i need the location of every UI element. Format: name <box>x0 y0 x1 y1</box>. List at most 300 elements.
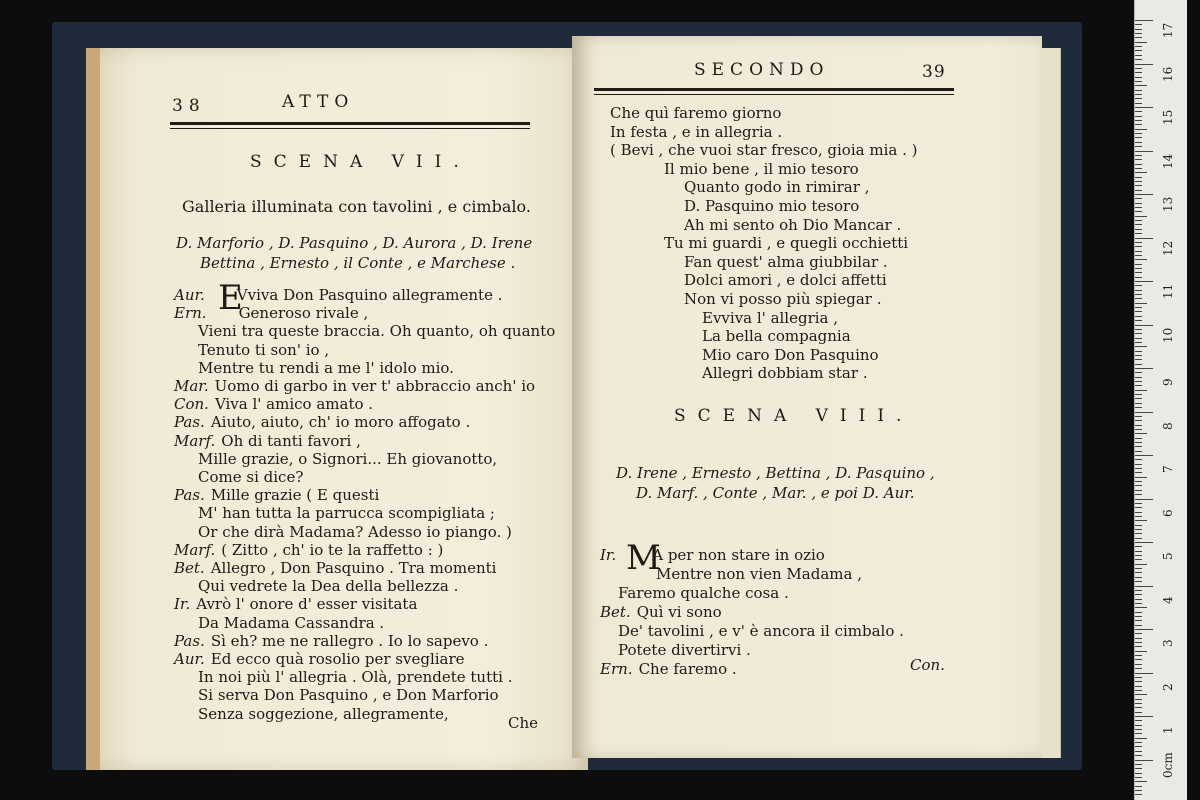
dialogue-line <box>618 584 789 602</box>
ruler-tick <box>1135 681 1142 682</box>
scene-title: SCENA VII. <box>250 152 471 172</box>
ruler-tick <box>1135 703 1142 704</box>
catchword: Con. <box>910 656 945 674</box>
ruler-tick <box>1135 468 1142 469</box>
ruler-tick <box>1135 251 1142 252</box>
characters-line: D. Marforio , D. Pasquino , D. Aurora , D. Irene <box>176 234 533 252</box>
ruler-tick <box>1135 625 1142 626</box>
speaker-label: Marf. <box>174 431 216 450</box>
speaker-label: Marf. <box>174 540 216 559</box>
ruler-tick <box>1135 520 1147 521</box>
dialogue-text: De' tavolini , e v' è ancora il cimbalo . <box>618 622 904 640</box>
dialogue-text: Generoso rivale , <box>238 304 369 323</box>
dialogue-line <box>174 377 535 395</box>
dialogue-line <box>618 641 751 659</box>
ruler-tick <box>1135 320 1142 321</box>
dialogue-text: Mille grazie ( E questi <box>210 486 380 505</box>
dialogue-text: Potete divertirvi . <box>618 641 751 659</box>
ruler-tick <box>1135 229 1142 230</box>
ruler-tick <box>1135 760 1153 761</box>
ruler-tick <box>1135 133 1142 134</box>
ruler-tick <box>1135 351 1142 352</box>
ruler-tick <box>1135 338 1142 339</box>
ruler-tick <box>1135 777 1142 778</box>
ruler-tick <box>1135 464 1142 465</box>
dialogue-text: Viva l' amico amato . <box>214 395 374 414</box>
ruler-tick <box>1135 64 1153 65</box>
ruler-tick <box>1135 177 1142 178</box>
ruler-tick <box>1135 255 1142 256</box>
ruler-tick <box>1135 659 1142 660</box>
ruler-tick <box>1135 481 1142 482</box>
ruler-tick <box>1135 725 1142 726</box>
ruler-tick <box>1135 172 1147 173</box>
dialogue-line <box>198 341 329 359</box>
ruler-tick <box>1135 707 1142 708</box>
ruler-tick <box>1135 98 1142 99</box>
ruler-tick <box>1135 420 1142 421</box>
ruler-tick <box>1135 211 1142 212</box>
ruler-tick <box>1135 786 1142 787</box>
page-number: 39 <box>922 62 946 82</box>
ruler-tick <box>1135 294 1142 295</box>
ruler-tick <box>1135 790 1142 791</box>
ruler-tick <box>1135 55 1142 56</box>
ruler-tick <box>1135 190 1142 191</box>
dialogue-line <box>656 565 862 583</box>
ruler-tick <box>1135 198 1142 199</box>
ruler-tick <box>1135 590 1142 591</box>
ruler-tick <box>1135 68 1142 69</box>
ruler-tick <box>1135 372 1142 373</box>
ruler-tick <box>1135 246 1142 247</box>
ruler-tick <box>1135 564 1147 565</box>
catchword: Che <box>508 714 539 732</box>
ruler-tick <box>1135 264 1142 265</box>
verse-line: Che quì faremo giorno <box>610 104 782 122</box>
verse-line: Allegri dobbiam star . <box>702 364 868 383</box>
verse-line: Il mio bene , il mio tesoro <box>664 159 859 178</box>
header-rule-thin <box>170 128 530 129</box>
drop-capital: E <box>218 278 243 318</box>
dialogue-line <box>174 650 465 668</box>
dialogue-line <box>198 668 512 686</box>
ruler-tick <box>1135 285 1142 286</box>
open-book <box>72 30 1062 772</box>
ruler-tick <box>1135 755 1142 756</box>
speaker-label: Ir. <box>600 546 617 564</box>
dialogue-line <box>174 632 488 650</box>
ruler-tick <box>1135 477 1147 478</box>
ruler-tick <box>1135 355 1142 356</box>
ruler-tick <box>1135 664 1142 665</box>
verse-line: La bella compagnia <box>702 327 851 346</box>
ruler-tick <box>1135 281 1153 282</box>
ruler-tick <box>1135 446 1142 447</box>
ruler-tick <box>1135 673 1153 674</box>
ruler-tick <box>1135 620 1142 621</box>
ruler-tick <box>1135 690 1142 691</box>
ruler-number: 17 <box>1161 22 1175 38</box>
ruler-number: 0cm <box>1161 751 1175 778</box>
ruler-tick <box>1135 272 1142 273</box>
ruler-tick <box>1135 346 1147 347</box>
left-page <box>86 48 588 770</box>
dialogue-text: Oh di tanti favori , <box>221 431 361 450</box>
speaker-label: Aur. <box>174 650 205 668</box>
dialogue-line <box>174 413 470 431</box>
speaker-label: Pas. <box>174 631 205 650</box>
ruler-tick <box>1135 533 1142 534</box>
speaker-label: Pas. <box>174 413 205 432</box>
ruler-tick <box>1135 729 1142 730</box>
dialogue-text: A per non stare in ozio <box>652 546 825 564</box>
ruler-tick <box>1135 733 1142 734</box>
ruler-tick <box>1135 455 1153 456</box>
ruler-number: 9 <box>1161 378 1175 386</box>
characters-line: D. Irene , Ernesto , Bettina , D. Pasquino , <box>616 464 935 482</box>
dialogue-text: Da Madama Cassandra . <box>198 613 385 632</box>
speaker-label: Aur. <box>174 286 205 304</box>
ruler-tick <box>1135 59 1142 60</box>
ruler-tick <box>1135 581 1142 582</box>
ruler-tick <box>1135 459 1142 460</box>
ruler-tick <box>1135 412 1153 413</box>
ruler-tick <box>1135 742 1142 743</box>
ruler-tick <box>1135 311 1142 312</box>
dialogue-text: Mille grazie, o Signori... Eh giovanotto, <box>198 449 498 468</box>
ruler-tick <box>1135 607 1147 608</box>
ruler-tick <box>1135 638 1142 639</box>
ruler-tick <box>1135 329 1142 330</box>
ruler-tick <box>1135 342 1142 343</box>
ruler-tick <box>1135 238 1153 239</box>
ruler-tick <box>1135 507 1142 508</box>
ruler-tick <box>1135 359 1142 360</box>
ruler-tick <box>1135 716 1153 717</box>
ruler-tick <box>1135 107 1153 108</box>
ruler-tick <box>1135 629 1153 630</box>
stage-direction: Galleria illuminata con tavolini , e cimbalo. <box>182 197 531 216</box>
ruler-tick <box>1135 720 1142 721</box>
dialogue-line <box>198 614 384 632</box>
ruler-tick <box>1135 333 1142 334</box>
running-head: SECONDO <box>694 60 830 80</box>
ruler-tick <box>1135 525 1142 526</box>
ruler-tick <box>1135 155 1142 156</box>
speaker-label: Mar. <box>174 377 209 395</box>
dialogue-text: Vviva Don Pasquino allegramente . <box>236 286 503 304</box>
ruler-tick <box>1135 259 1147 260</box>
ruler-tick <box>1135 50 1142 51</box>
ruler-tick <box>1135 746 1142 747</box>
verse-line: D. Pasquino mio tesoro <box>684 197 860 215</box>
ruler-tick <box>1135 503 1142 504</box>
dialogue-line <box>198 577 458 595</box>
ruler-number: 15 <box>1161 109 1175 125</box>
dialogue-text: Mentre non vien Madama , <box>656 565 862 583</box>
dialogue-line <box>174 541 443 559</box>
ruler-tick <box>1135 377 1142 378</box>
ruler-tick <box>1135 316 1142 317</box>
header-rule <box>170 122 530 125</box>
ruler-tick <box>1135 555 1142 556</box>
dialogue-text: Che faremo . <box>638 660 737 678</box>
dialogue-line <box>600 546 825 564</box>
ruler-tick <box>1135 655 1142 656</box>
ruler-tick <box>1135 242 1142 243</box>
dialogue-line <box>198 705 449 723</box>
ruler-tick <box>1135 398 1142 399</box>
ruler-tick <box>1135 159 1142 160</box>
ruler-tick <box>1135 220 1142 221</box>
ruler-number: 5 <box>1161 552 1175 560</box>
ruler-tick <box>1135 686 1142 687</box>
ruler-tick <box>1135 794 1142 795</box>
ruler-tick <box>1135 290 1142 291</box>
ruler-tick <box>1135 103 1142 104</box>
ruler-tick <box>1135 568 1142 569</box>
ruler-tick <box>1135 268 1142 269</box>
header-rule-thin <box>594 94 954 95</box>
ruler-tick <box>1135 642 1142 643</box>
characters-line: Bettina , Ernesto , il Conte , e Marchese . <box>200 254 516 272</box>
ruler-tick <box>1135 185 1142 186</box>
verse-line: Evviva l' allegria , <box>702 308 839 327</box>
dialogue-line <box>174 559 496 577</box>
ruler-tick <box>1135 72 1142 73</box>
measurement-ruler <box>1134 0 1187 800</box>
ruler-number: 12 <box>1161 240 1175 256</box>
verse-line: Ah mi sento oh Dio Mancar . <box>684 215 902 234</box>
ruler-tick <box>1135 712 1142 713</box>
ruler-number: 16 <box>1161 66 1175 82</box>
ruler-number: 1 <box>1161 726 1175 734</box>
verse-line: Tu mi guardi , e quegli occhietti <box>664 234 909 253</box>
speaker-label: Bet. <box>600 603 631 621</box>
ruler-tick <box>1135 764 1142 765</box>
ruler-tick <box>1135 142 1142 143</box>
ruler-tick <box>1135 529 1142 530</box>
dialogue-text: Qui vedrete la Dea della bellezza . <box>198 577 459 596</box>
ruler-tick <box>1135 451 1142 452</box>
dialogue-text: Allegro , Don Pasquino . Tra momenti <box>210 559 497 577</box>
ruler-tick <box>1135 325 1153 326</box>
ruler-tick <box>1135 668 1142 669</box>
speaker-label: Bet. <box>174 559 205 577</box>
ruler-tick <box>1135 307 1142 308</box>
page-number: 38 <box>172 96 206 116</box>
ruler-tick <box>1135 403 1142 404</box>
ruler-tick <box>1135 594 1142 595</box>
ruler-tick <box>1135 164 1142 165</box>
ruler-tick <box>1135 394 1142 395</box>
ruler-tick <box>1135 542 1153 543</box>
speaker-label: Ir. <box>174 595 191 614</box>
ruler-tick <box>1135 616 1142 617</box>
ruler-tick <box>1135 416 1142 417</box>
ruler-number: 14 <box>1161 153 1175 169</box>
ruler-tick <box>1135 538 1142 539</box>
ruler-tick <box>1135 599 1142 600</box>
ruler-tick <box>1135 37 1142 38</box>
ruler-tick <box>1135 512 1142 513</box>
dialogue-line <box>174 432 361 450</box>
verse-line: Quanto godo in rimirar , <box>684 178 870 197</box>
dialogue-line <box>600 660 737 678</box>
ruler-tick <box>1135 390 1147 391</box>
ruler-tick <box>1135 385 1142 386</box>
dialogue-line <box>174 395 373 413</box>
verse-line: Non vi posso più spiegar . <box>684 290 882 308</box>
ruler-tick <box>1135 381 1142 382</box>
verse-line: ( Bevi , che vuoi star fresco, gioia mia . ) <box>610 141 918 160</box>
ruler-tick <box>1135 277 1142 278</box>
ruler-tick <box>1135 146 1142 147</box>
dialogue-line <box>600 603 722 621</box>
dialogue-text: In noi più l' allegria . Olà, prendete tutti . <box>198 668 513 687</box>
ruler-tick <box>1135 442 1142 443</box>
ruler-tick <box>1135 298 1142 299</box>
ruler-number: 8 <box>1161 421 1175 430</box>
verse-line: In festa , e in allegria . <box>610 122 783 141</box>
ruler-tick <box>1135 751 1142 752</box>
dialogue-line <box>174 595 417 613</box>
dialogue-line <box>198 450 497 468</box>
dialogue-text: Aiuto, aiuto, ch' io moro affogato . <box>210 413 471 432</box>
ruler-number: 3 <box>1161 639 1175 647</box>
ruler-tick <box>1135 768 1142 769</box>
running-head: ATTO <box>282 92 355 112</box>
ruler-tick <box>1135 546 1142 547</box>
ruler-number: 7 <box>1161 465 1175 473</box>
ruler-tick <box>1135 116 1142 117</box>
ruler-tick <box>1135 472 1142 473</box>
ruler-tick <box>1135 137 1142 138</box>
dialogue-text: M' han tutta la parrucca scompigliata ; <box>198 504 495 523</box>
ruler-tick <box>1135 633 1142 634</box>
dialogue-text: Sì eh? me ne rallegro . Io lo sapevo . <box>210 631 489 650</box>
ruler-tick <box>1135 646 1142 647</box>
ruler-tick <box>1135 224 1142 225</box>
ruler-tick <box>1135 551 1142 552</box>
ruler-tick <box>1135 694 1147 695</box>
ruler-tick <box>1135 494 1142 495</box>
ruler-tick <box>1135 77 1142 78</box>
ruler-tick <box>1135 368 1153 369</box>
dialogue-line <box>198 322 555 340</box>
ruler-tick <box>1135 203 1142 204</box>
ruler-tick <box>1135 33 1142 34</box>
dialogue-line <box>198 468 303 486</box>
ruler-tick <box>1135 46 1142 47</box>
dialogue-text: Uomo di garbo in ver t' abbraccio anch' io <box>214 377 536 395</box>
dialogue-line <box>174 486 379 504</box>
ruler-tick <box>1135 559 1142 560</box>
ruler-tick <box>1135 364 1142 365</box>
ruler-tick <box>1135 42 1147 43</box>
dialogue-line <box>198 523 512 541</box>
drop-capital: M <box>626 538 661 578</box>
verse-line: Mio caro Don Pasquino <box>702 345 879 364</box>
ruler-tick <box>1135 603 1142 604</box>
dialogue-line <box>198 359 454 377</box>
ruler-tick <box>1135 85 1147 86</box>
ruler-tick <box>1135 485 1142 486</box>
ruler-tick <box>1135 129 1147 130</box>
scene-title: SCENA VIII. <box>674 406 914 426</box>
ruler-tick <box>1135 699 1142 700</box>
ruler-tick <box>1135 499 1153 500</box>
ruler-tick <box>1135 577 1142 578</box>
right-page <box>572 36 1042 758</box>
ruler-tick <box>1135 438 1142 439</box>
ruler-tick <box>1135 586 1153 587</box>
ruler-tick <box>1135 407 1142 408</box>
ruler-tick <box>1135 181 1142 182</box>
ruler-number: 6 <box>1161 508 1175 517</box>
ruler-tick <box>1135 168 1142 169</box>
speaker-label: Ern. <box>174 304 207 323</box>
verse-line: Dolci amori , e dolci affetti <box>684 271 887 290</box>
dialogue-text: Or che dirà Madama? Adesso io piango. ) <box>198 522 512 541</box>
ruler-tick <box>1135 303 1147 304</box>
dialogue-line <box>198 686 499 704</box>
dialogue-text: Ed ecco quà rosolio per svegliare <box>210 650 465 668</box>
ruler-tick <box>1135 612 1142 613</box>
ruler-tick <box>1135 94 1142 95</box>
verse-line: Fan quest' alma giubbilar . <box>684 252 888 271</box>
dialogue-text: Come si dice? <box>198 468 304 486</box>
ruler-tick <box>1135 29 1142 30</box>
dialogue-line <box>198 504 495 522</box>
ruler-tick <box>1135 233 1142 234</box>
dialogue-line <box>618 622 904 640</box>
ruler-tick <box>1135 781 1147 782</box>
header-rule <box>594 88 954 91</box>
ruler-tick <box>1135 120 1142 121</box>
characters-line: D. Marf. , Conte , Mar. , e poi D. Aur. <box>636 484 915 502</box>
dialogue-line <box>174 304 368 322</box>
ruler-tick <box>1135 433 1147 434</box>
ruler-tick <box>1135 738 1147 739</box>
ruler-tick <box>1135 490 1142 491</box>
dialogue-text: Si serva Don Pasquino , e Don Marforio <box>198 686 499 705</box>
ruler-tick <box>1135 90 1142 91</box>
speaker-label: Pas. <box>174 486 205 505</box>
ruler-tick <box>1135 677 1142 678</box>
dialogue-text: Tenuto ti son' io , <box>198 340 330 359</box>
dialogue-text: Vieni tra queste braccia. Oh quanto, oh quanto <box>198 322 556 341</box>
ruler-tick <box>1135 216 1147 217</box>
ruler-tick <box>1135 20 1153 21</box>
dialogue-text: ( Zitto , ch' io te la raffetto : ) <box>221 540 444 559</box>
ruler-tick <box>1135 24 1142 25</box>
dialogue-line <box>174 286 502 304</box>
ruler-number: 4 <box>1161 595 1175 604</box>
dialogue-text: Senza soggezione, allegramente, <box>198 704 449 723</box>
ruler-number: 11 <box>1161 283 1175 299</box>
ruler-tick <box>1135 651 1147 652</box>
ruler-tick <box>1135 572 1142 573</box>
ruler-tick <box>1135 81 1142 82</box>
ruler-tick <box>1135 516 1142 517</box>
ruler-tick <box>1135 773 1142 774</box>
dialogue-text: Mentre tu rendi a me l' idolo mio. <box>198 358 454 377</box>
ruler-number: 13 <box>1161 196 1175 212</box>
dialogue-text: Avrò l' onore d' esser visitata <box>196 595 418 614</box>
ruler-tick <box>1135 207 1142 208</box>
